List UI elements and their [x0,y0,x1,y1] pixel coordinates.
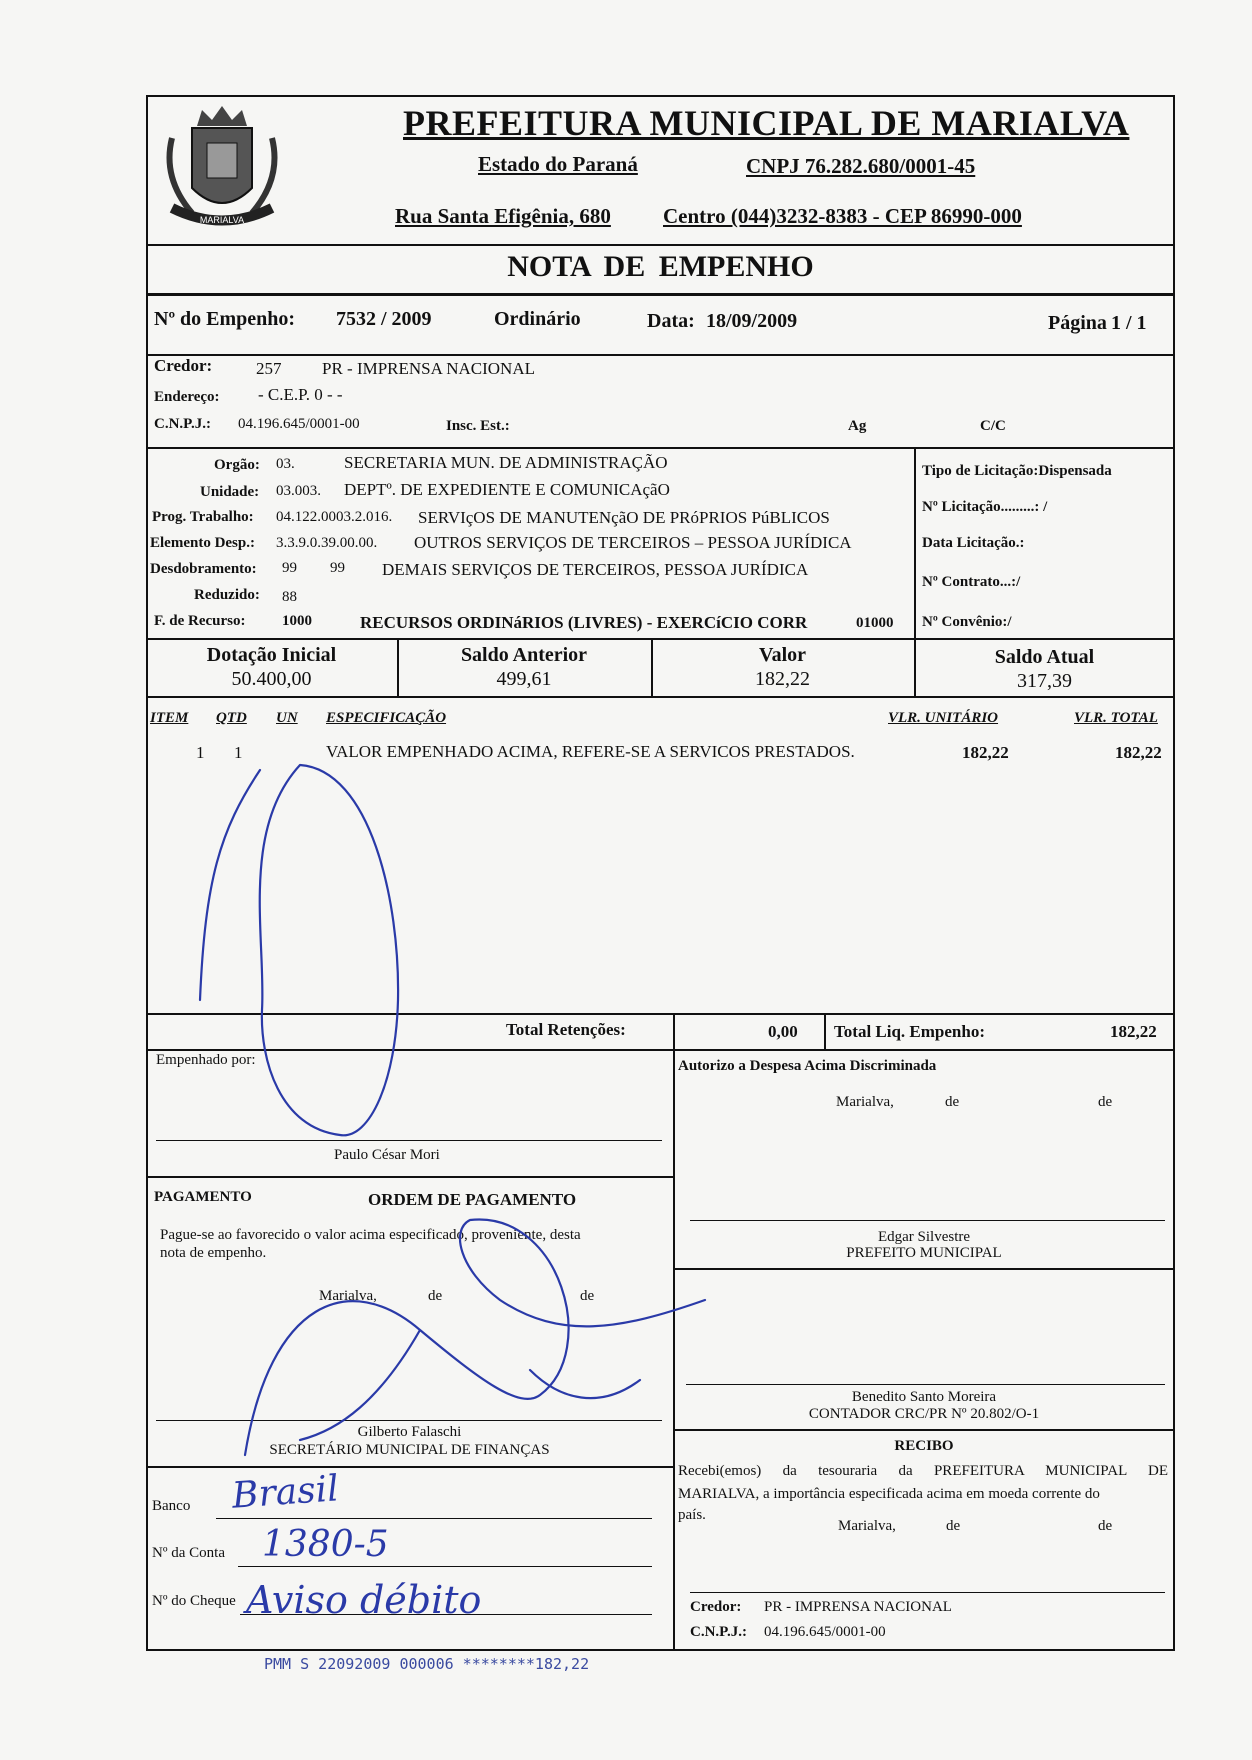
autorizo-de1: de [945,1094,960,1110]
print-stamp: PMM S 22092009 000006 ********182,22 [264,1655,590,1673]
seal-text: MARIALVA [199,215,245,225]
conta-label: Nº da Conta [152,1545,225,1561]
recurso-code2: 01000 [856,615,894,631]
header-cnpj: CNPJ 76.282.680/0001-45 [746,154,976,178]
licitacao-tipo: Tipo de Licitação:Dispensada [922,463,1112,479]
row-qtd: 1 [234,743,243,762]
col-qtd: QTD [216,710,247,726]
recibo-credor-value: PR - IMPRENSA NACIONAL [764,1599,952,1615]
pagamento-de2: de [580,1288,595,1304]
credor-code: 257 [256,359,282,378]
cancel-tail-stroke [200,770,260,1000]
saldo-anterior-label: Saldo Anterior [460,644,588,666]
empenhado-name: Paulo César Mori [334,1147,440,1163]
dotacao-value: 50.400,00 [231,668,312,690]
orgao-name: SECRETARIA MUN. DE ADMINISTRAÇÃO [344,453,668,472]
row-total: 182,22 [1115,743,1162,762]
recibo-text3: país. [678,1507,706,1523]
col-total: VLR. TOTAL [1074,710,1158,726]
autorizo-de2: de [1098,1094,1113,1110]
desdob-code2: 99 [330,560,345,576]
recibo-de1: de [946,1518,961,1534]
recibo-credor-label: Credor: [690,1599,742,1615]
elemento-name: OUTROS SERVIÇOS DE TERCEIROS – PESSOA JURÍDICA [414,533,852,552]
retencoes-value: 0,00 [768,1022,798,1041]
valor-label: Valor [758,644,807,666]
credor-label: Credor: [154,356,213,375]
reduzido-label: Reduzido: [194,587,260,603]
unidade-label: Unidade: [200,484,260,500]
col-unit: VLR. UNITÁRIO [888,710,999,726]
licitacao-numero: Nº Licitação.........: / [922,499,1048,515]
header-title: PREFEITURA MUNICIPAL DE MARIALVA [403,103,1130,143]
secretario-title: SECRETÁRIO MUNICIPAL DE FINANÇAS [269,1442,550,1458]
recibo-text2: MARIALVA, a importância especificada acima em moeda corrente do [678,1486,1100,1502]
page-value: 1 / 1 [1111,312,1147,334]
desdob-name: DEMAIS SERVIÇOS DE TERCEIROS, PESSOA JURÍDICA [382,560,809,579]
orgao-label: Orgão: [214,457,260,473]
endereco-label: Endereço: [154,389,220,405]
prog-label: Prog. Trabalho: [152,509,254,525]
unidade-name: DEPTº. DE EXPEDIENTE E COMUNICAçãO [344,480,670,499]
pagamento-label: PAGAMENTO [154,1189,252,1205]
doc-title: NOTA DE EMPENHO [507,250,814,283]
recibo-cnpj-value: 04.196.645/0001-00 [764,1624,886,1640]
row-spec: VALOR EMPENHADO ACIMA, REFERE-SE A SERVICOS PRESTADOS. [326,742,855,761]
contador-title: CONTADOR CRC/PR Nº 20.802/O-1 [808,1406,1040,1422]
date-value: 18/09/2009 [706,310,798,332]
recurso-code: 1000 [282,613,312,629]
contador-name: Benedito Santo Moreira [851,1389,997,1405]
cnpj-label: C.N.P.J.: [154,416,211,432]
cc-label: C/C [980,418,1006,434]
ordem-pagamento: ORDEM DE PAGAMENTO [368,1190,577,1209]
prefeito-name: Edgar Silvestre [877,1229,971,1245]
col-spec: ESPECIFICAÇÃO [326,710,447,726]
desdob-label: Desdobramento: [150,561,257,577]
cheque-handwriting: Aviso débito [246,1578,482,1622]
orgao-code: 03. [276,456,295,472]
conta-handwriting: 1380-5 [262,1524,389,1565]
credor-name: PR - IMPRENSA NACIONAL [322,359,535,378]
cheque-label: Nº do Cheque [152,1593,236,1609]
valor-value: 182,22 [755,668,810,690]
pagamento-city: Marialva, [319,1288,377,1304]
saldo-atual-label: Saldo Atual [994,646,1095,668]
prog-name: SERVIçOS DE MANUTENçãO DE PRóPRIOS PúBLICOS [418,508,830,527]
pagamento-text1: Pague-se ao favorecido o valor acima especificado, proveniente, desta [160,1227,581,1243]
empenhado-label: Empenhado por: [156,1052,256,1068]
ag-label: Ag [848,418,867,434]
saldo-anterior-value: 499,61 [496,668,552,690]
page-label: Página [1048,312,1107,334]
recibo-cnpj-label: C.N.P.J.: [690,1624,747,1640]
recibo-city: Marialva, [838,1518,896,1534]
banco-label: Banco [152,1498,191,1514]
desdob-code1: 99 [282,560,297,576]
licitacao-data: Data Licitação.: [922,535,1025,551]
liq-empenho-label: Total Liq. Empenho: [834,1022,985,1041]
dotacao-label: Dotação Inicial [206,644,337,666]
header-address: Rua Santa Efigênia, 680 [395,204,611,228]
insc-label: Insc. Est.: [446,418,510,434]
date-label: Data: [647,310,695,332]
recurso-label: F. de Recurso: [154,613,246,629]
col-un: UN [276,710,298,726]
recibo-de2: de [1098,1518,1113,1534]
prefeito-title: PREFEITO MUNICIPAL [846,1245,1002,1261]
pagamento-text2: nota de empenho. [160,1245,267,1261]
row-unit: 182,22 [962,743,1009,762]
cancel-loop-stroke [260,765,398,1135]
elemento-code: 3.3.9.0.39.00.00. [276,535,378,551]
autorizo-city: Marialva, [836,1094,894,1110]
empenho-number: 7532 / 2009 [336,308,432,330]
empenho-label: Nº do Empenho: [154,308,296,330]
recurso-name: RECURSOS ORDINáRIOS (LIVRES) - EXERCíCIO CORR [360,613,808,632]
liq-empenho-value: 182,22 [1110,1022,1157,1041]
signature-pagamento [245,1219,705,1455]
header-state: Estado do Paraná [478,152,638,176]
autorizo-label: Autorizo a Despesa Acima Discriminada [678,1058,937,1074]
cnpj-value: 04.196.645/0001-00 [238,416,360,432]
empenho-type: Ordinário [494,308,581,330]
row-item: 1 [196,743,205,762]
endereco-value: - C.E.P. 0 - - [258,385,343,404]
banco-handwriting: Brasil [230,1468,340,1517]
elemento-label: Elemento Desp.: [150,535,255,551]
secretario-name: Gilberto Falaschi [357,1424,462,1440]
recibo-title: RECIBO [894,1438,954,1454]
reduzido-value: 88 [282,589,297,605]
unidade-code: 03.003. [276,483,321,499]
licitacao-convenio: Nº Convênio:/ [922,614,1012,630]
recibo-text1: Recebi(emos) da tesouraria da PREFEITURA MUNICIPAL DE [678,1463,1168,1479]
pagamento-de1: de [428,1288,443,1304]
col-item: ITEM [150,710,189,726]
saldo-atual-value: 317,39 [1017,670,1072,692]
prog-code: 04.122.0003.2.016. [276,509,393,525]
header-contact: Centro (044)3232-8383 - CEP 86990-000 [663,204,1022,228]
retencoes-label: Total Retenções: [506,1020,626,1039]
licitacao-contrato: Nº Contrato...:/ [922,574,1021,590]
